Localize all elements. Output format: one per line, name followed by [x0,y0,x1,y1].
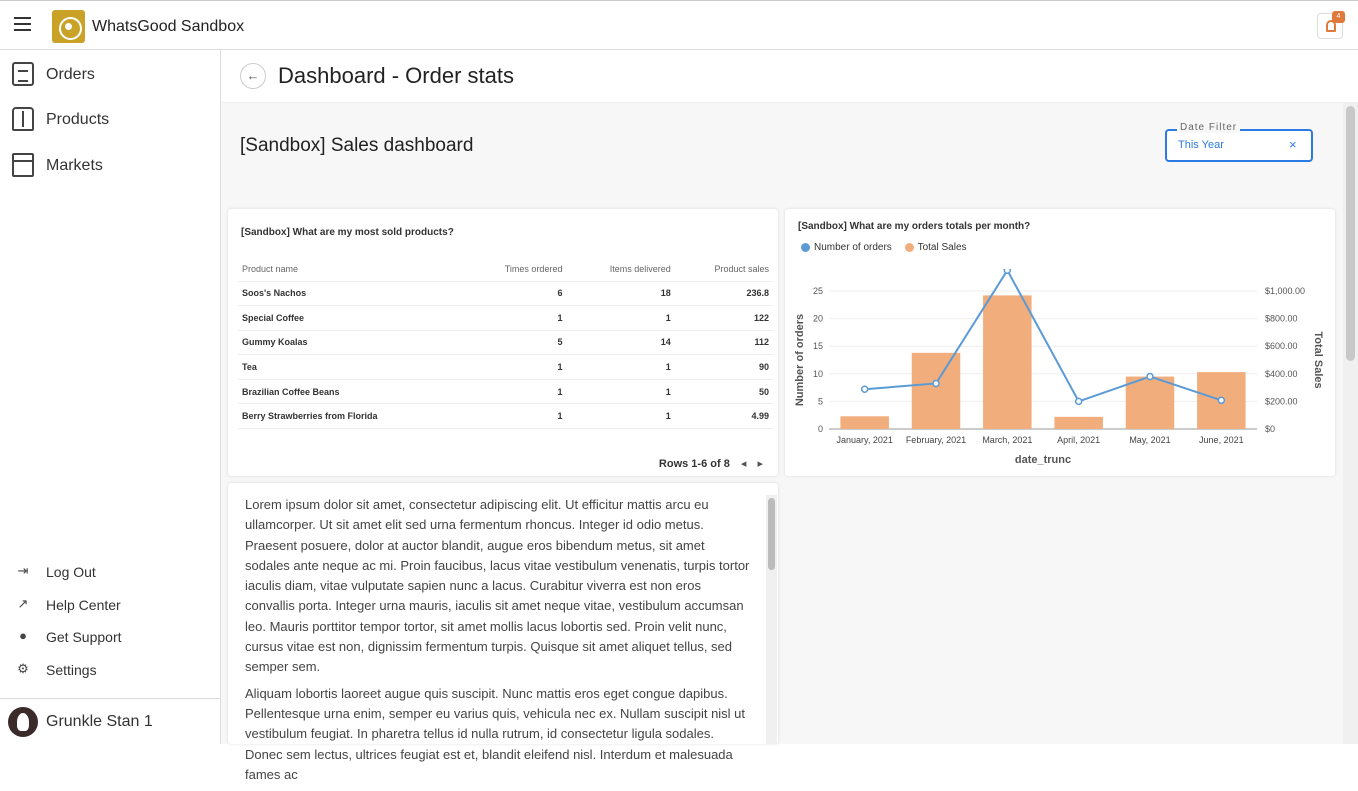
app-title: WhatsGood Sandbox [92,18,245,35]
legend-label: Number of orders [814,242,892,253]
table-row [238,404,773,429]
table-row [238,281,773,306]
legend-item[interactable] [905,242,967,253]
external-link-icon: ↗ [17,596,29,611]
y-tick-label: 15 [812,341,823,352]
y2-tick-label: $1,000.00 [1265,286,1306,296]
table-row [238,355,773,380]
cell: 1 [463,306,566,331]
notification-badge: 4 [1332,11,1345,23]
sidebar-item-products[interactable] [0,99,220,139]
help-center-label: Help Center [46,597,121,613]
data-point [1076,398,1082,404]
chart-legend [801,242,977,253]
get-support-label: Get Support [46,629,122,645]
cell: 122 [675,306,773,331]
legend-label: Total Sales [917,242,967,253]
box-icon [12,107,34,131]
y-tick-label: 20 [812,313,823,324]
text-card [228,483,778,782]
gear-icon: ⚙ [17,661,29,676]
page-header [221,50,1358,103]
column-header[interactable]: Product name [238,257,463,281]
date-filter-label: Date Filter [1177,122,1240,133]
logout-icon: ⇥ [17,563,29,578]
avatar [8,707,38,737]
help-center-link[interactable] [0,590,220,618]
page-title: Dashboard - Order stats [278,63,514,88]
cell: Brazilian Coffee Beans [238,379,463,404]
settings-link[interactable] [0,655,220,683]
data-point [1218,397,1224,403]
paragraph: Lorem ipsum dolor sit amet, consectetur adipiscing elit. Ut efficitur mattis arcu eu ullamcorper. Ut sit amet elit sed urna fermentum rhoncus. Integer id odio metus. Praesent posuere, dolor at auctor blandit, augue eros bibendum metus, sit amet sodales ante neque ac mi. Proin faucibus, lacus vitae vestibulum venenatis, turpis tortor iaculis diam, vitae vulputate sapien nunc a lacus. Curabitur viverra est non eros convallis porta. Integer urna mauris, iaculis sit amet neque vitae, vestibulum accumsan leo. Mauris porttitor tempor tortor, sit amet mollis lacus lobortis sed. Proin velit nunc, cursus vitae est non, dignissim fermentum turpis. Quisque sit amet aliquet tellus, sed semper sem. [245,497,750,675]
x-tick-label: March, 2021 [982,435,1033,445]
table-pager [659,457,763,470]
legend-dot-icon [905,243,914,252]
cell: 1 [463,404,566,429]
bar [840,416,889,429]
y2-axis-title: Total Sales [1312,331,1324,389]
date-filter-value: This Year [1178,139,1224,151]
cell: 6 [463,281,566,306]
scrollbar-thumb[interactable] [1346,106,1355,361]
cell: 4.99 [675,404,773,429]
text-content [245,495,751,791]
x-tick-label: January, 2021 [836,435,893,445]
next-page-icon[interactable]: ▸ [757,458,763,470]
cell: Gummy Koalas [238,330,463,355]
x-tick-label: February, 2021 [905,435,967,445]
sidebar-item-label: Orders [46,66,95,83]
products-table-card [228,209,778,476]
data-point [1004,269,1010,273]
prev-page-icon[interactable]: ◂ [740,458,747,470]
cell: Soos's Nachos [238,281,463,306]
text-scrollbar[interactable] [766,495,777,744]
page-scrollbar[interactable] [1343,103,1358,744]
cell: 1 [566,379,674,404]
settings-label: Settings [46,662,97,678]
column-header[interactable]: Items delivered [566,257,674,281]
x-tick-label: June, 2021 [1199,435,1244,445]
cell: Tea [238,355,463,380]
sidebar [0,50,221,744]
y2-tick-label: $600.00 [1265,341,1298,352]
cell: 18 [566,281,674,306]
column-header[interactable]: Product sales [675,257,773,281]
chart-title: [Sandbox] What are my orders totals per month? [798,221,1031,232]
clear-filter-icon[interactable]: × [1289,137,1297,152]
cell: 1 [566,355,674,380]
sidebar-item-label: Products [46,111,110,128]
bar [912,353,961,429]
bar [983,295,1032,429]
cell: 90 [675,355,773,380]
dashboard-content [221,103,1343,782]
table-row [238,330,773,355]
cell: 112 [675,330,773,355]
y2-tick-label: $0 [1265,424,1276,434]
x-axis-title: date_trunc [1014,454,1072,466]
y2-tick-label: $400.00 [1265,368,1298,379]
cell: 5 [463,330,566,355]
store-icon [12,153,34,177]
cell: 14 [566,330,674,355]
y2-tick-label: $200.00 [1265,396,1298,407]
legend-item[interactable] [801,242,892,253]
y-axis-title: Number of orders [794,313,806,407]
y-tick-label: 10 [812,368,823,379]
cell: 50 [675,379,773,404]
log-out-label: Log Out [46,564,96,580]
legend-dot-icon [801,243,810,252]
main-area [221,50,1358,782]
table-row [238,379,773,404]
app-logo [52,10,85,43]
log-out-link[interactable] [0,557,220,585]
get-support-link[interactable] [0,622,220,650]
back-button[interactable]: ← [240,63,266,89]
user-profile[interactable] [0,698,220,744]
cell: 1 [566,306,674,331]
chat-icon: ● [19,628,27,643]
paragraph: Aliquam lobortis laoreet augue quis suscipit. Nunc mattis eros eget congue dapibus. Pellentesque urna enim, semper eu varius quis, vehicula nec ex. Nullam suscipit nisl ut vestibulum feugiat. In pharetra tellus id nulla rutrum, id consectetur ligula sodales. Donec sem lectus, ultrices feugiat est et, blandit eleifend nisl. Interdum et malesuada fames ac [245,685,746,782]
data-point [1147,374,1153,380]
x-tick-label: April, 2021 [1057,435,1101,445]
top-bar [0,0,1358,50]
data-point [933,380,939,386]
sidebar-item-label: Markets [46,157,103,174]
date-filter[interactable] [1165,122,1313,162]
table-title: [Sandbox] What are my most sold products? [241,227,454,238]
document-icon [12,62,34,86]
sidebar-item-markets[interactable] [0,145,220,185]
y-tick-label: 5 [817,396,823,407]
menu-icon[interactable] [14,17,31,31]
data-point [862,386,868,392]
dashboard-title: [Sandbox] Sales dashboard [240,135,474,156]
cell: Berry Strawberries from Florida [238,404,463,429]
y2-tick-label: $800.00 [1265,313,1298,324]
orders-chart-card [785,209,1335,476]
orders-chart [785,269,1335,476]
sidebar-item-orders[interactable] [0,54,220,94]
pager-text: Rows 1-6 of 8 [658,458,730,470]
user-name: Grunkle Stan 1 [46,713,153,730]
y-tick-label: 0 [817,424,823,434]
cell: 1 [463,379,566,404]
y-tick-label: 25 [812,286,823,296]
x-tick-label: May, 2021 [1129,435,1171,445]
cell: 1 [566,404,674,429]
bar [1054,417,1103,429]
cell: 236.8 [675,281,773,306]
products-table [238,257,773,429]
cell: 1 [463,355,566,380]
table-row [238,306,773,331]
cell: Special Coffee [238,306,463,331]
bar [1126,377,1175,429]
column-header[interactable]: Times ordered [463,257,566,281]
